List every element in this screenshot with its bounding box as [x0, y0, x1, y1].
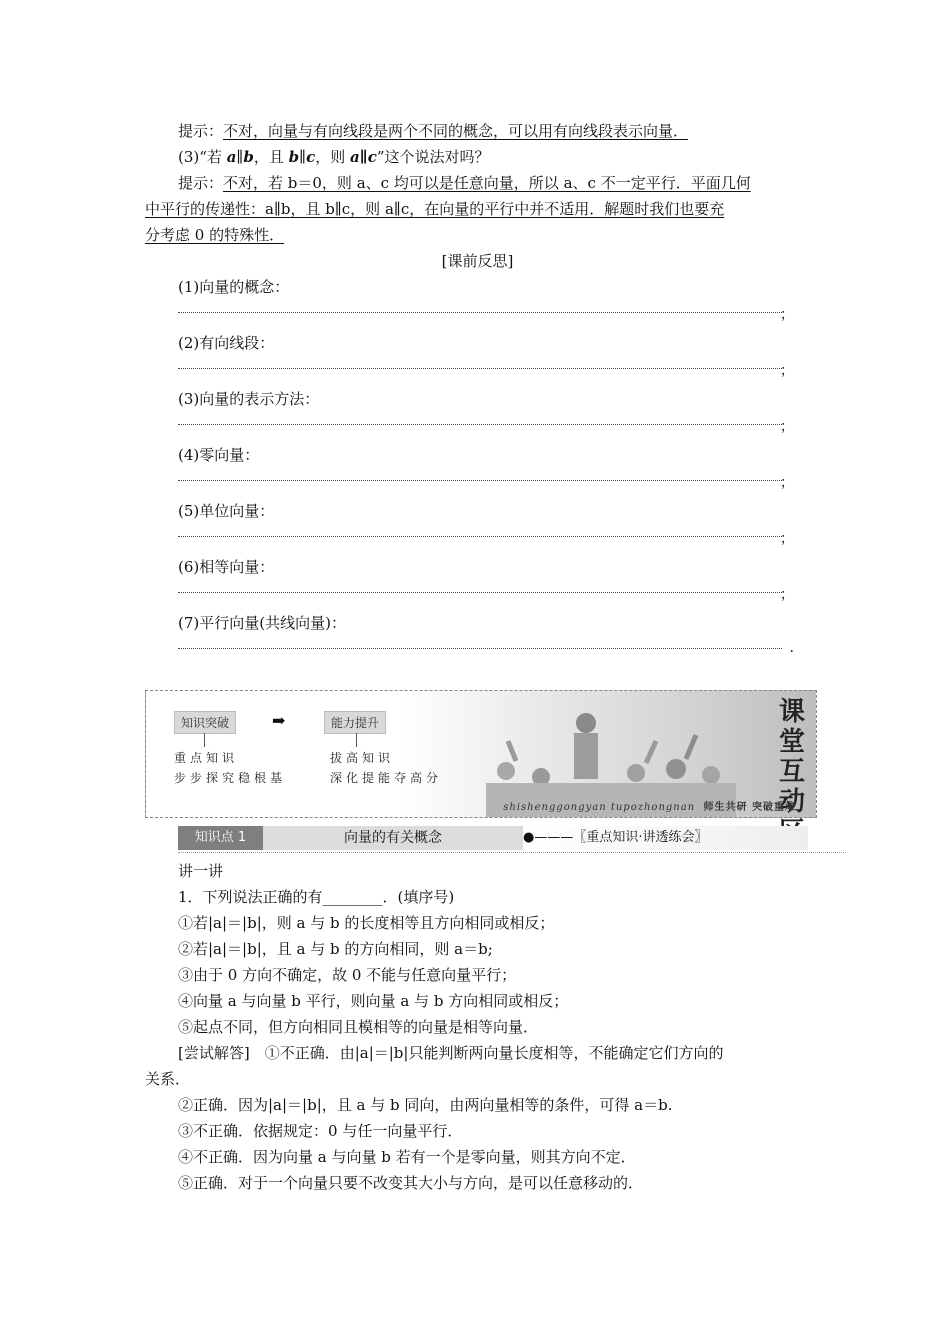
- hint-2-line-2: [145, 196, 810, 222]
- dotted-line: [178, 424, 782, 425]
- answer-intro-cont: 关系．: [145, 1070, 191, 1088]
- dotted-line: [178, 480, 782, 481]
- reflect-item: [145, 386, 810, 442]
- reflect-item-label: (2)有向线段：: [178, 334, 275, 352]
- q3-var-b: b: [243, 148, 254, 166]
- dotted-line: [178, 536, 782, 537]
- hint-2-line-1: [145, 170, 810, 196]
- q3-prefix: (3)“若: [178, 148, 227, 166]
- reflect-answer-line[interactable]: [178, 412, 810, 442]
- lesson-heading: 讲一讲: [178, 862, 224, 880]
- q3-var-c2: c: [367, 148, 377, 166]
- hint-1: [145, 118, 810, 144]
- banner-title: 课堂互动: [778, 697, 805, 817]
- q3-var-b2: b: [288, 148, 300, 166]
- document-page: [145, 118, 810, 666]
- option-item: ①若|a|＝|b|，则 a 与 b 的长度相等且方向相同或相反；: [178, 914, 555, 932]
- reflect-answer-line[interactable]: [178, 300, 810, 330]
- dotted-line: [178, 648, 782, 649]
- knowledge-point-title: 向量的有关概念: [263, 826, 523, 850]
- hint-2-line-3: [145, 222, 810, 248]
- hint-1-text: 不对，向量与有向线段是两个不同的概念，可以用有向线段表示向量．: [223, 122, 689, 140]
- reflect-item-label: (4)零向量：: [178, 446, 260, 464]
- option-item: ③由于 0 方向不确定，故 0 不能与任意向量平行；: [178, 966, 517, 984]
- reflect-answer-line[interactable]: [178, 524, 810, 554]
- connector-line-left: [204, 733, 205, 747]
- reflect-item-end: ；: [780, 307, 794, 323]
- answer-item: ⑤正确．对于一个向量只要不改变其大小与方向，是可以任意移动的．: [178, 1174, 644, 1192]
- connector-line-right: [356, 733, 357, 747]
- banner-left-line-1: 重点知识: [174, 751, 239, 765]
- reflect-item: [145, 274, 810, 330]
- answer-item: ④不正确．因为向量 a 与向量 b 若有一个是零向量，则其方向不定．: [178, 1148, 636, 1166]
- reflect-item-label: (1)向量的概念：: [178, 278, 290, 296]
- q3-mid: ，且: [253, 148, 289, 166]
- reflect-item-label: (6)相等向量：: [178, 558, 275, 576]
- answer-item: ②正确．因为|a|＝|b|，且 a 与 b 同向，由两向量相等的条件，可得 a＝b.: [178, 1096, 673, 1114]
- reflect-item: [145, 498, 810, 554]
- option-list: [145, 910, 810, 1040]
- reflect-item: [145, 330, 810, 386]
- hint-2-label: 提示：: [178, 174, 224, 192]
- banner-right-line-2: 深化提能夺高分: [330, 771, 443, 785]
- q3-var-a: a: [226, 148, 237, 166]
- q3-parallel-2: ∥: [299, 148, 307, 166]
- lesson-section: [145, 858, 810, 1196]
- banner-footer: [503, 798, 796, 813]
- q3-parallel-3: ∥: [359, 148, 368, 166]
- dotted-line: [178, 368, 782, 369]
- q3-var-a2: a: [350, 148, 360, 166]
- reflect-item-end: ；: [780, 531, 794, 547]
- section-title: [课前反思]: [441, 252, 514, 270]
- reflect-answer-line[interactable]: [178, 636, 810, 666]
- reflect-item-end: ；: [780, 587, 794, 603]
- classroom-banner: [145, 690, 817, 818]
- reflect-item-end: ；: [780, 419, 794, 435]
- banner-subtitle: 师生共研 突破重难: [703, 802, 796, 813]
- divider: [178, 852, 846, 853]
- reflect-item-label: (7)平行向量(共线向量)：: [178, 614, 346, 632]
- answer-list: [145, 1092, 810, 1196]
- dotted-line: [178, 592, 782, 593]
- q3-var-c: c: [306, 148, 316, 166]
- q3-then: ，则: [315, 148, 350, 166]
- hint-1-label: 提示：: [178, 122, 224, 140]
- reflect-item-end: ；: [780, 363, 794, 379]
- hint-2-text-2: 中平行的传递性：a∥b，且 b∥c，则 a∥c，在向量的平行中并不适用．解题时我们也要充: [145, 200, 725, 218]
- dotted-line: [178, 312, 782, 313]
- knowledge-point-bar: [178, 826, 808, 850]
- reflect-item: [145, 554, 810, 610]
- reflect-list: [145, 274, 810, 666]
- option-item: ④向量 a 与向量 b 平行，则向量 a 与 b 方向相同或相反；: [178, 992, 569, 1010]
- hint-2-text-1: 不对，若 b＝0，则 a、c 均可以是任意向量，所以 a、c 不一定平行．平面几何: [223, 174, 751, 192]
- reflect-item-label: (5)单位向量：: [178, 502, 275, 520]
- reflect-item: [145, 610, 810, 666]
- tag-ability-improvement: 能力提升: [324, 711, 386, 734]
- reflect-answer-line[interactable]: [178, 468, 810, 498]
- q3-parallel-1: ∥: [236, 148, 244, 166]
- knowledge-point-number: 知识点 1: [178, 826, 263, 850]
- q3-suffix: ”这个说法对吗？: [376, 148, 490, 166]
- reflect-item: [145, 442, 810, 498]
- question-3: [145, 144, 810, 170]
- banner-right-line-1: 拔高知识: [330, 751, 395, 765]
- knowledge-point-tagline: ●———〖重点知识·讲透练会〗: [523, 826, 808, 850]
- reflect-item-end: .: [789, 640, 794, 656]
- lesson-question: 1．下列说法正确的有________．(填序号): [178, 888, 455, 906]
- reflect-answer-line[interactable]: [178, 580, 810, 610]
- banner-pinyin: shishenggongyan tupozhongnan: [503, 802, 696, 813]
- tag-knowledge-breakthrough: 知识突破: [174, 711, 236, 734]
- reflect-item-label: (3)向量的表示方法：: [178, 390, 320, 408]
- option-item: ⑤起点不同，但方向相同且模相等的向量是相等向量．: [178, 1018, 539, 1036]
- option-item: ②若|a|＝|b|，且 a 与 b 的方向相同，则 a＝b;: [178, 940, 493, 958]
- banner-left-line-2: 步步探究稳根基: [174, 771, 287, 785]
- reflect-item-end: ；: [780, 475, 794, 491]
- hint-2-text-3: 分考虑 0 的特殊性．: [145, 226, 285, 244]
- arrow-right-icon: ➡: [272, 711, 286, 730]
- answer-intro: [尝试解答] ①不正确．由|a|＝|b|只能判断两向量长度相等，不能确定它们方向的: [178, 1044, 724, 1062]
- reflect-answer-line[interactable]: [178, 356, 810, 386]
- answer-item: ③不正确．依据规定：0 与任一向量平行．: [178, 1122, 463, 1140]
